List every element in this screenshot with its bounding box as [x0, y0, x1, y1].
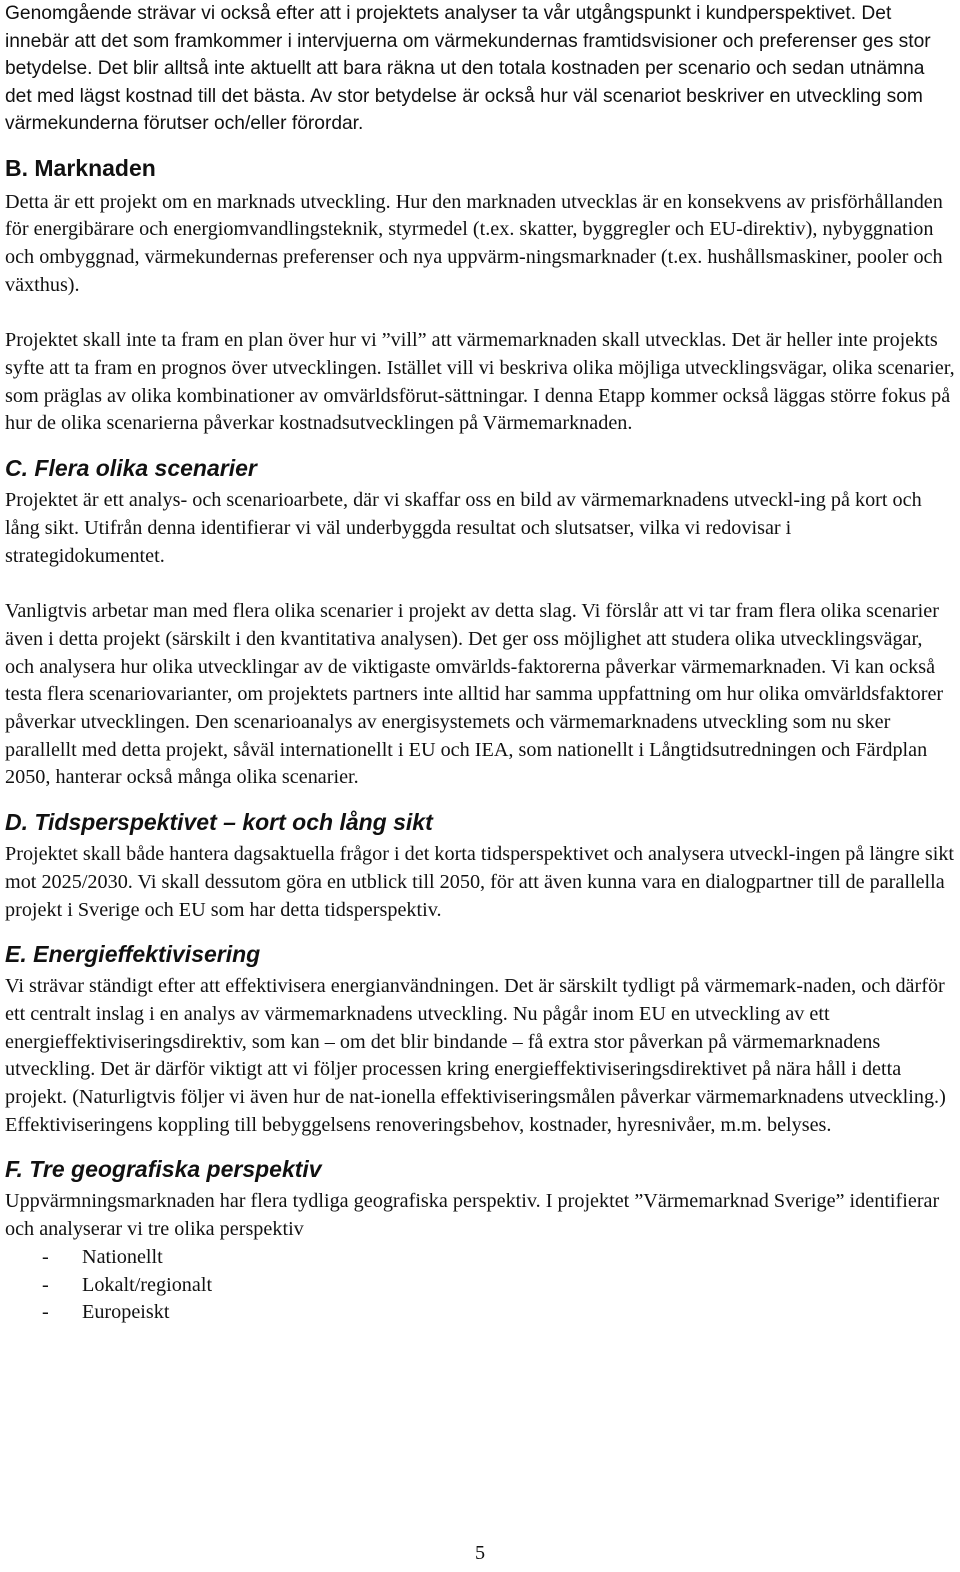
document-page — [5, 0, 955, 1327]
spacer — [5, 438, 955, 453]
section-e-heading: E. Energieffektivisering — [5, 941, 261, 968]
list-item — [5, 1244, 955, 1272]
intro-paragraph: Genomgående strävar vi också efter att i projektets analyser ta vår utgångspunkt i kundperspektivet. Det innebär att det som framkommer i intervjuerna om värmekundernas framtidsvisioner och preferenser ges stor betydelse. Det blir alltså inte aktuellt att bara räkna ut den totala kostnaden per scenario och sedan utnämna det med lägst kostnad till det bästa. Av stor betydelse är också hur väl scenariot beskriver en utveckling som värmekunderna förutser och/eller förordar. — [5, 3, 931, 134]
spacer — [5, 924, 955, 939]
spacer — [5, 792, 955, 807]
list-dash: - — [42, 1273, 49, 1296]
section-f-paragraph-1: Uppvärmningsmarknaden har flera tydliga geografiska perspektiv. I projektet ”Värmemarknad Sverige” identifierar och analyserar vi tre olika perspektiv — [5, 1190, 940, 1241]
spacer — [5, 1139, 955, 1154]
list-item-text: Europeiskt — [82, 1301, 170, 1324]
section-e-paragraph-1: Vi strävar ständigt efter att effektivisera energianvändningen. Det är särskilt tydligt på värmemark-naden, och därför ett centralt inslag i en analys av värmemarknadens utveckling. Nu pågår inom EU en utveckling av ett energieffektiviseringsdirektiv, som kan – om det blir bindande – få extra stor påverkan på värmemarknadens utveckling. Det är därför viktigt att vi följer processen kring energieffektiviseringsdirektivet på nära håll i detta projekt. (Naturligtvis följer vi även hur de nat-ionella effektiviseringsmålen påverkar värmemarknadens utveckling.) Effektiviseringens koppling till bebyggelsens renoveringsbehov, kostnader, hyresnivåer, m.m. belyses. — [5, 975, 946, 1136]
section-c-heading: C. Flera olika scenarier — [5, 455, 257, 482]
section-f-heading: F. Tre geografiska perspektiv — [5, 1156, 322, 1183]
list-item-text: Lokalt/regionalt — [82, 1273, 213, 1296]
spacer — [5, 570, 955, 598]
section-b-heading: B. Marknaden — [5, 154, 156, 181]
section-c-paragraph-1: Projektet är ett analys- och scenarioarbete, där vi skaffar oss en bild av värmemarknadens utveckl-ing på kort och lång sikt. Utifrån denna identifierar vi väl underbyggda resultat och slutsatser, vilka vi redovisar i strategidokumentet. — [5, 489, 922, 567]
list-item — [5, 1272, 955, 1300]
page-number: 5 — [474, 1542, 486, 1564]
section-d-paragraph-1: Projektet skall både hantera dagsaktuella frågor i det korta tidsperspektivet och analysera utveckl-ingen på längre sikt mot 2025/2030. Vi skall dessutom göra en utblick till 2050, för att även kunna vara en dialogpartner till de parallella projekt i Sverige och EU som har detta tidsperspektiv. — [5, 843, 955, 921]
perspective-list — [5, 1244, 955, 1327]
spacer — [5, 299, 955, 327]
list-item-text: Nationellt — [82, 1245, 163, 1268]
section-d-heading: D. Tidsperspektivet – kort och lång sikt — [5, 809, 433, 836]
list-dash: - — [42, 1301, 49, 1324]
list-dash: - — [42, 1245, 49, 1268]
spacer — [5, 138, 955, 153]
section-b-paragraph-2: Projektet skall inte ta fram en plan över hur vi ”vill” att värmemarknaden skall utvecklas. Det är heller inte projekts syfte att ta fram en prognos över utvecklingen. Istället vill vi beskriva olika möjliga utvecklingsvägar, olika scenarier, som präglas av olika kombinationer av omvärldsförut-sättningar. I denna Etapp kommer också läggas större fokus på hur de olika scenarierna påverkar kostnadsutvecklingen på Värmemarknaden. — [5, 329, 955, 435]
list-item — [5, 1299, 955, 1327]
section-b-paragraph-1: Detta är ett projekt om en marknads utveckling. Hur den marknaden utvecklas är en konsekvens av prisförhållanden för energibärare och energiomvandlingsteknik, styrmedel (t.ex. skatter, byggregler och EU-direktiv), nybyggnation och ombyggnad, värmekundernas preferenser och nya uppvärm-ningsmarknader (t.ex. hushållsmaskiner, pooler och växthus). — [5, 190, 943, 296]
section-c-paragraph-2: Vanligtvis arbetar man med flera olika scenarier i projekt av detta slag. Vi förslår att vi tar fram flera olika scenarier även i detta projekt (särskilt i den kvantitativa analysen). Det ger oss möjlighet att studera olika utvecklingsvägar, och analysera hur olika utvecklingar av de viktigaste omvärlds-faktorerna påverkar värmemarknaden. Vi kan också testa flera scenariovarianter, om projektets partners inte alltid har samma uppfattning om hur olika omvärldsfaktorer påverkar utvecklingen. Den scenarioanalys av energisystemets och värmemarknadens utveckling som nu sker parallellt med detta projekt, såväl internationellt i EU och IEA, som nationellt i Långtidsutredningen och Färdplan 2050, hanterar också många olika scenarier. — [5, 600, 944, 789]
